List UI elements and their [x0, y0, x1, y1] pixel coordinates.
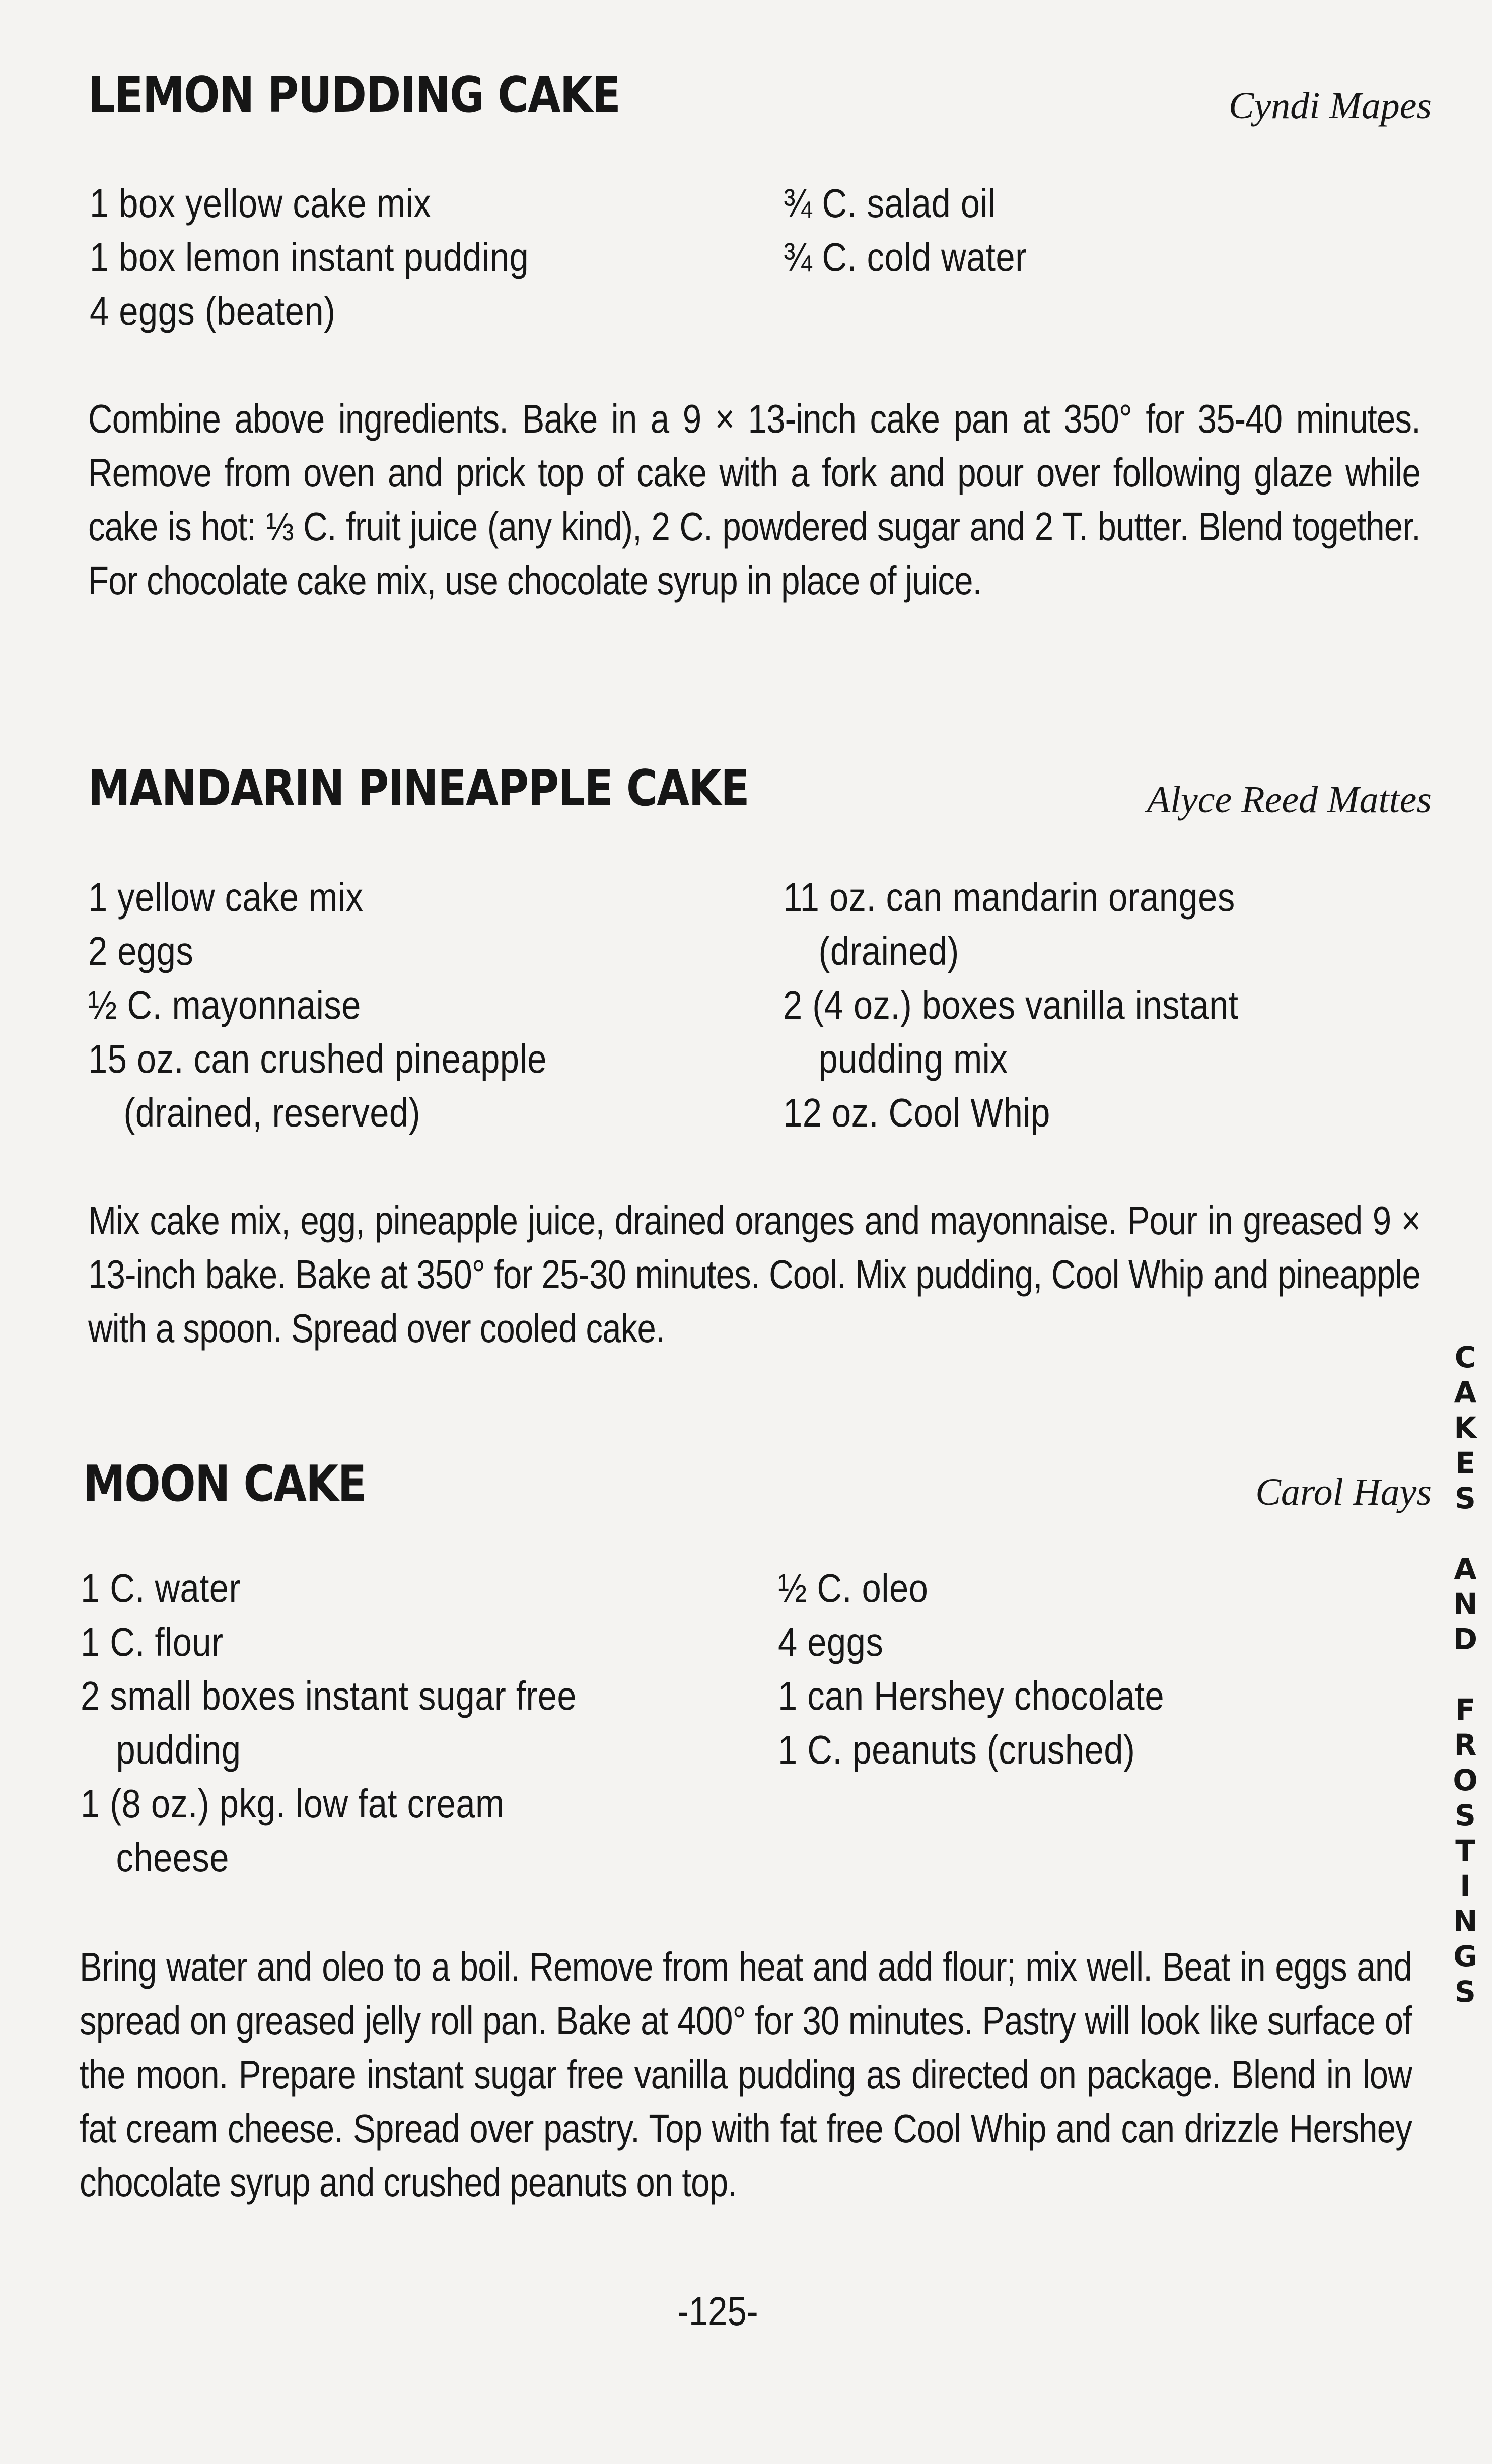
ingredient: 1 can Hershey chocolate [778, 1673, 1165, 1718]
section-tab-letter: G [1453, 1939, 1477, 1974]
page-number: -125- [677, 2289, 758, 2334]
section-tab-letter: N [1453, 1587, 1478, 1621]
ingredient: 4 eggs (beaten) [90, 289, 336, 333]
section-tab-letter: D [1453, 1622, 1478, 1656]
ingredient: 1 C. water [81, 1566, 241, 1610]
section-tab-gap [1443, 1657, 1488, 1692]
ingredient: 1 box yellow cake mix [90, 181, 432, 226]
ingredient: 12 oz. Cool Whip [783, 1090, 1050, 1135]
ingredient: ¾ C. cold water [783, 235, 1027, 279]
recipe-directions: Combine above ingredients. Bake in a 9 × 13-inch cake pan at 350° for 35-40 minutes. Remove from oven and prick top of cake with a fork and pour over following glaze while cake is hot: ⅓ C. fruit juice (any kind), 2 C. powdered sugar and 2 T. butter. Blend together. For chocolate cake mix, use chocolate syrup in place of juice. [88, 396, 1420, 603]
section-tab-letter: S [1455, 1975, 1476, 2009]
section-tab-letter: T [1455, 1834, 1475, 1868]
recipe-author: Carol Hays [1255, 1471, 1432, 1513]
section-tab-gap [1443, 1516, 1488, 1551]
ingredient: 1 C. peanuts (crushed) [778, 1727, 1135, 1772]
recipe-title: LEMON PUDDING CAKE [88, 66, 620, 124]
ingredient-continued: pudding mix [818, 1036, 1008, 1081]
ingredient: 15 oz. can crushed pineapple [88, 1036, 547, 1081]
ingredient: 2 (4 oz.) boxes vanilla instant [783, 982, 1239, 1027]
ingredient-continued: pudding [116, 1727, 241, 1772]
recipe-author: Cyndi Mapes [1228, 85, 1432, 127]
ingredients-right [783, 870, 1238, 1140]
ingredient: 1 C. flour [81, 1620, 224, 1664]
ingredients-right [778, 1561, 1164, 1777]
ingredient: ½ C. oleo [778, 1566, 929, 1610]
recipe-title: MOON CAKE [83, 1455, 366, 1513]
section-tab-letter: C [1454, 1340, 1476, 1374]
ingredient: ½ C. mayonnaise [88, 982, 361, 1027]
ingredients-left [81, 1561, 577, 1884]
recipe-author: Alyce Reed Mattes [1147, 779, 1432, 821]
recipe-directions: Bring water and oleo to a boil. Remove from heat and add flour; mix well. Beat in eggs and spread on greased jelly roll pan. Bake at 400° for 30 minutes. Pastry will look like surface of the moon. Prepare instant sugar free vanilla pudding as directed on package. Blend in low fat cream cheese. Spread over pastry. Top with fat free Cool Whip and can drizzle Hershey chocolate syrup and crushed peanuts on top. [80, 1944, 1412, 2205]
section-tab-letter: R [1454, 1728, 1477, 1762]
ingredients-left [90, 176, 529, 338]
section-tab-letter: K [1454, 1411, 1477, 1445]
ingredients-left [88, 870, 547, 1140]
section-tab-letter: E [1455, 1446, 1475, 1480]
ingredient: ¾ C. salad oil [783, 181, 996, 226]
section-tab-letter: S [1455, 1481, 1476, 1515]
ingredients-right [783, 176, 1027, 284]
ingredient-continued: (drained) [818, 929, 959, 973]
ingredient: 4 eggs [778, 1620, 884, 1664]
section-tab-letter: I [1460, 1869, 1471, 1903]
section-tab-letter: F [1455, 1693, 1475, 1727]
recipe-title: MANDARIN PINEAPPLE CAKE [88, 760, 749, 817]
ingredient: 2 eggs [88, 929, 194, 973]
recipe-directions: Mix cake mix, egg, pineapple juice, drained oranges and mayonnaise. Pour in greased 9 × 13-inch bake. Bake at 350° for 25-30 minutes. Cool. Mix pudding, Cool Whip and pineapple with a spoon. Spread over cooled cake. [88, 1198, 1420, 1351]
section-tab-letter: N [1453, 1904, 1478, 1938]
section-tab-letter: A [1454, 1375, 1477, 1410]
section-tab-cakes-and-frostings [1443, 1340, 1488, 2009]
ingredient: 1 box lemon instant pudding [90, 235, 529, 279]
section-tab-letter: A [1454, 1552, 1477, 1586]
section-tab-letter: O [1453, 1763, 1478, 1797]
ingredient: 2 small boxes instant sugar free [81, 1673, 577, 1718]
ingredient: 11 oz. can mandarin oranges [783, 875, 1235, 920]
section-tab-letter: S [1455, 1798, 1476, 1833]
ingredient-continued: cheese [116, 1835, 229, 1880]
ingredient-continued: (drained, reserved) [123, 1090, 420, 1135]
ingredient: 1 (8 oz.) pkg. low fat cream [81, 1781, 505, 1826]
ingredient: 1 yellow cake mix [88, 875, 364, 920]
